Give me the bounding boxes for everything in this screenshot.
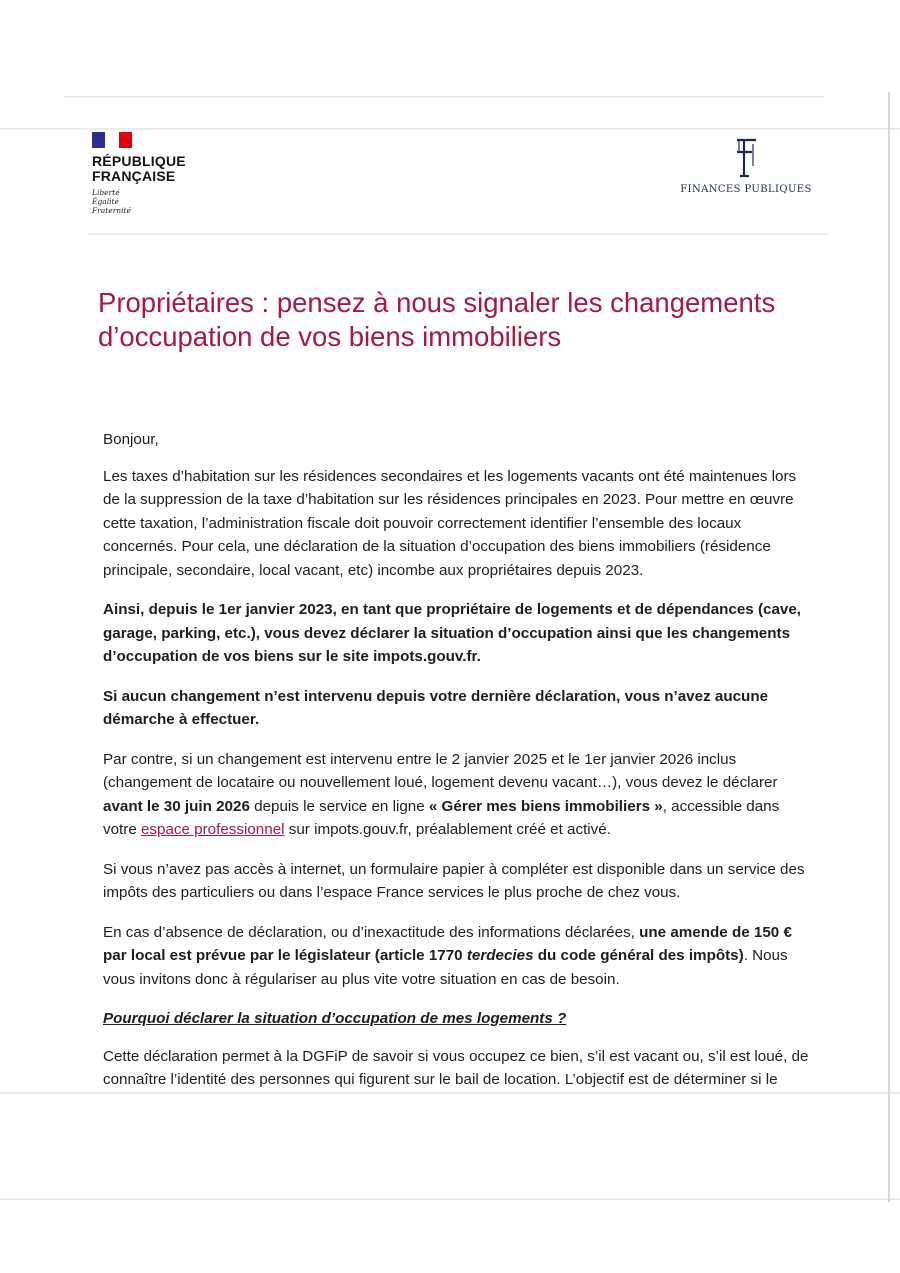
penalty-amount: une amende de 150 € par local est prévue par le législateur (article 1770 <box>103 923 792 964</box>
paragraph-purpose: Cette déclaration permet à la DGFiP de savoir si vous occupez ce bien, s’il est vacant ou, s’il est loué, de connaître l’identité des personnes qui figurent sur le bail de location. L’objectif est de déterminer si le <box>103 1047 809 1088</box>
paragraph-no-change: Si aucun changement n’est intervenu depuis votre dernière déclaration, vous n’avez aucune démarche à effectuer. <box>103 687 769 728</box>
finances-publiques-icon <box>676 136 816 180</box>
scan-rule <box>0 128 900 130</box>
finances-publiques-logo <box>676 136 816 195</box>
deadline-text-2: depuis le service en ligne <box>249 797 429 815</box>
greeting: Bonjour, <box>103 431 159 448</box>
scan-bottom-rule-2 <box>0 1198 900 1200</box>
paragraph-context: Les taxes d’habitation sur les résidences secondaires et les logements vacants ont été maintenues lors de la suppression de la taxe d’habitation sur les résidences principales en 2023. Pour mettre en œuvre cette taxation, l’administration fiscale doit pouvoir correctement identifier l’ensemble des locaux concernés. Pour cela, une déclaration de la situation d’occupation des biens immobiliers (résidence principale, secondaire, local vacant, etc) incombe aux propriétaires depuis 2023. <box>103 467 797 579</box>
republique-francaise-logo <box>92 132 232 215</box>
finances-publiques-label: FINANCES PUBLIQUES <box>680 184 812 195</box>
service-name: « Gérer mes biens immobiliers » <box>428 797 663 815</box>
section-subheading: Pourquoi déclarer la situation d’occupation de mes logements ? <box>103 1010 567 1027</box>
scan-top-rule <box>64 96 824 98</box>
penalty-text-2: . Nous vous invitons donc à régulariser au plus vite votre situation en cas de besoin. <box>103 947 788 988</box>
page-title: Propriétaires : pensez à nous signaler les changements d’occupation de vos biens immobiliers <box>98 287 776 352</box>
scan-edge <box>888 92 890 1202</box>
penalty-text: En cas d’absence de déclaration, ou d’inexactitude des informations déclarées, <box>103 923 640 941</box>
penalty-code: du code général des impôts) <box>533 947 744 964</box>
penalty-article-italic: terdecies <box>466 947 534 964</box>
french-flag-icon <box>92 132 132 148</box>
paragraph-obligation: Ainsi, depuis le 1er janvier 2023, en tant que propriétaire de logements et de dépendances (cave, garage, parking, etc.), vous devez déclarer la situation d’occupation ainsi que les changements d’occupation de vos biens sur le site impots.gouv.fr. <box>103 601 802 665</box>
header-divider <box>88 233 828 235</box>
paragraph-penalty <box>103 921 815 992</box>
deadline-text: Par contre, si un changement est intervenu entre le 2 janvier 2025 et le 1er janvier 2026 inclus (changement de locataire ou nouvellement loué, logement devenu vacant…), vous devez le déclarer <box>103 750 778 791</box>
letter-body <box>103 428 815 1108</box>
deadline-text-3: , accessible dans votre <box>103 797 780 838</box>
paragraph-deadline <box>103 748 815 842</box>
paragraph-paper-form: Si vous n’avez pas accès à internet, un formulaire papier à compléter est disponible dans un service des impôts des particuliers ou dans l’espace France services le plus proche de chez vous. <box>103 860 805 901</box>
republique-label: RÉPUBLIQUE FRANÇAISE <box>92 153 186 184</box>
deadline-date: avant le 30 juin 2026 <box>103 797 250 815</box>
espace-professionnel-link[interactable]: espace professionnel <box>140 821 285 838</box>
republique-motto: Liberté Égalité Fraternité <box>92 188 131 215</box>
deadline-text-4: sur impots.gouv.fr, préalablement créé et activé. <box>284 821 611 838</box>
